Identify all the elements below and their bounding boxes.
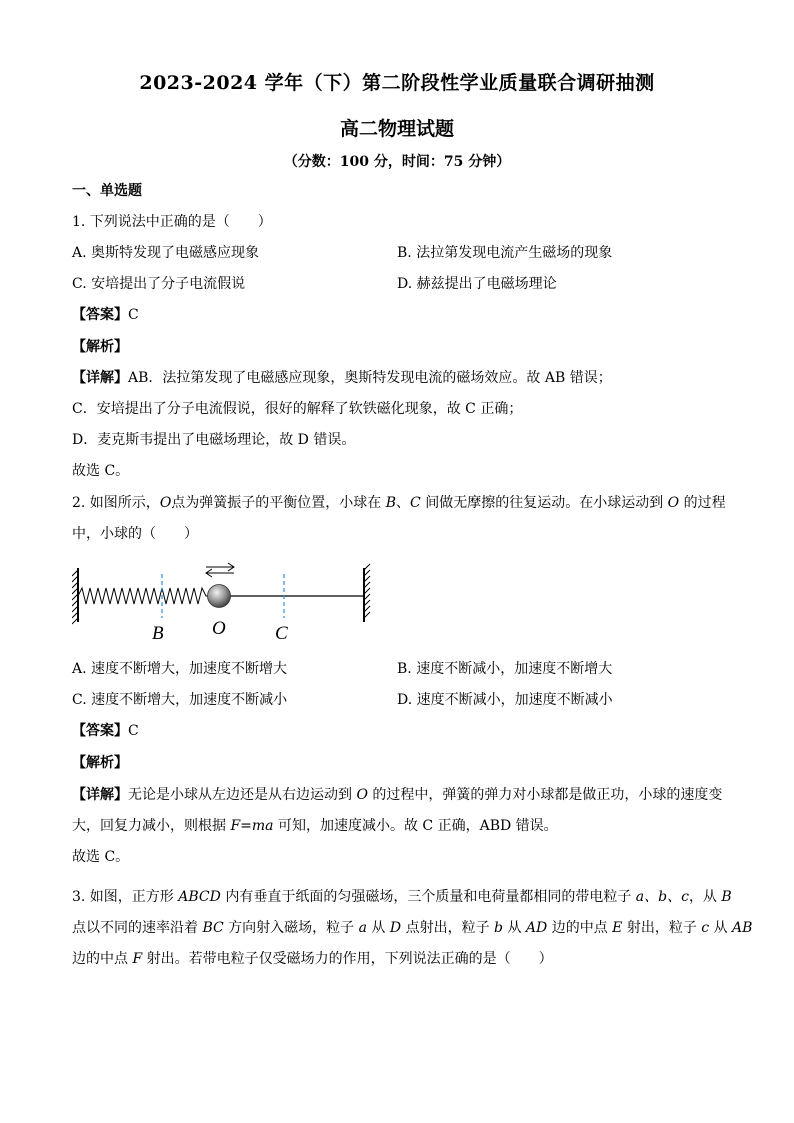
var-o: O <box>159 495 172 511</box>
stem-text: 从 <box>503 920 526 936</box>
var-f: F <box>132 951 143 967</box>
stem-text: 点射出，粒子 <box>401 920 495 936</box>
stem-text: 从 <box>366 920 390 936</box>
stem-text: 2. 如图所示， <box>72 495 160 511</box>
stem-text: 点以不同的速率沿着 <box>72 920 203 936</box>
q1-detail-1 <box>72 368 612 388</box>
q2-detail-1 <box>72 785 722 805</box>
answer-tag: 【答案】 <box>72 307 128 323</box>
answer-value: C <box>128 307 139 323</box>
q1-conclusion: 故选 C。 <box>72 463 130 479</box>
q2-option-a: A. 速度不断增大，加速度不断增大 <box>72 661 288 677</box>
ball <box>208 585 231 608</box>
spring-oscillator-diagram <box>72 560 382 645</box>
answer-tag: 【答案】 <box>72 723 128 739</box>
exam-title: 2023-2024 学年（下）第二阶段性学业质量联合调研抽测 <box>139 72 655 94</box>
section-heading: 一、单选题 <box>72 183 142 199</box>
spring <box>78 588 208 604</box>
q1-stem: 1. 下列说法中正确的是（ ） <box>72 214 272 230</box>
q3-stem-line1 <box>72 887 732 907</box>
detail-text: 无论是小球从左边还是从右边运动到 <box>128 787 357 803</box>
stem-text: 边的中点 <box>72 951 133 967</box>
stem-text: 3. 如图，正方形 <box>72 889 179 905</box>
detail-text: 大，回复力减小，则根据 <box>72 818 231 834</box>
q3-stem-line3 <box>72 949 553 969</box>
q2-option-d: D. 速度不断减小，加速度不断减小 <box>397 692 613 708</box>
var-b: B <box>721 889 732 905</box>
q3-stem-line2 <box>72 918 752 938</box>
var-d: D <box>389 920 402 936</box>
stem-text: 方向射入磁场，粒子 <box>223 920 359 936</box>
var-b: B <box>385 495 397 511</box>
q2-option-c: C. 速度不断增大，加速度不断减小 <box>72 692 288 708</box>
var-ab: AB <box>732 920 753 936</box>
detail-tag: 【详解】 <box>72 787 128 803</box>
stem-text: 的过程 <box>679 495 726 511</box>
detail-tag: 【详解】 <box>72 370 128 386</box>
exam-subject-title: 高二物理试题 <box>339 118 454 140</box>
label-c: C <box>275 623 288 644</box>
q1-analysis-tag: 【解析】 <box>72 339 128 355</box>
stem-text: 、 <box>396 495 411 511</box>
q1-option-c: C. 安培提出了分子电流假说 <box>72 276 246 292</box>
detail-text: 的过程中，弹簧的弹力对小球都是做正功，小球的速度变 <box>367 787 723 803</box>
var-particles: a、b、c <box>635 889 689 905</box>
q2-stem-line2: 中，小球的（ ） <box>72 526 198 542</box>
var-c: C <box>410 495 421 511</box>
var-bc: BC <box>202 920 224 936</box>
stem-text: 边的中点 <box>547 920 613 936</box>
q1-option-b: B. 法拉第发现电流产生磁场的现象 <box>397 245 613 261</box>
var-o: O <box>356 787 368 803</box>
stem-text: ，从 <box>688 889 722 905</box>
stem-text: 点为弹簧振子的平衡位置，小球在 <box>171 495 386 511</box>
q1-detail-3: D．麦克斯韦提出了电磁场理论，故 D 错误。 <box>72 432 356 448</box>
var-a: a <box>358 920 367 936</box>
q2-conclusion: 故选 C。 <box>72 849 130 865</box>
label-o: O <box>212 618 226 639</box>
q1-answer <box>72 305 139 325</box>
stem-text: 射出，粒子 <box>622 920 702 936</box>
var-c-particle: c <box>701 920 710 936</box>
var-ad: AD <box>525 920 548 936</box>
var-b-particle: b <box>494 920 503 936</box>
label-b: B <box>152 623 164 644</box>
q1-option-d: D. 赫兹提出了电磁场理论 <box>397 276 557 292</box>
stem-text: 间做无摩擦的往复运动。在小球运动到 <box>420 495 668 511</box>
q2-answer <box>72 721 139 741</box>
q2-stem-line1 <box>72 493 726 513</box>
detail-text: AB．法拉第发现了电磁感应现象，奥斯特发现电流的磁场效应。故 AB 错误； <box>128 370 612 386</box>
stem-text: 射出。若带电粒子仅受磁场力的作用，下列说法正确的是（ ） <box>142 951 553 967</box>
answer-value: C <box>128 723 139 739</box>
q1-detail-2: C．安培提出了分子电流假说，很好的解释了软铁磁化现象，故 C 正确； <box>72 401 523 417</box>
exam-info: （分数：100 分，时间：75 分钟） <box>283 154 511 170</box>
formula: F=ma <box>230 818 274 834</box>
q1-option-a: A. 奥斯特发现了电磁感应现象 <box>72 245 260 261</box>
q2-detail-2 <box>72 816 558 836</box>
var-o: O <box>667 495 680 511</box>
q2-analysis-tag: 【解析】 <box>72 755 128 771</box>
stem-text: 内有垂直于纸面的匀强磁场，三个质量和电荷量都相同的带电粒子 <box>220 889 636 905</box>
var-abcd: ABCD <box>178 889 221 905</box>
q2-option-b: B. 速度不断减小，加速度不断增大 <box>397 661 613 677</box>
detail-text: 可知，加速度减小。故 C 正确，ABD 错误。 <box>273 818 558 834</box>
var-e: E <box>612 920 623 936</box>
stem-text: 从 <box>709 920 733 936</box>
